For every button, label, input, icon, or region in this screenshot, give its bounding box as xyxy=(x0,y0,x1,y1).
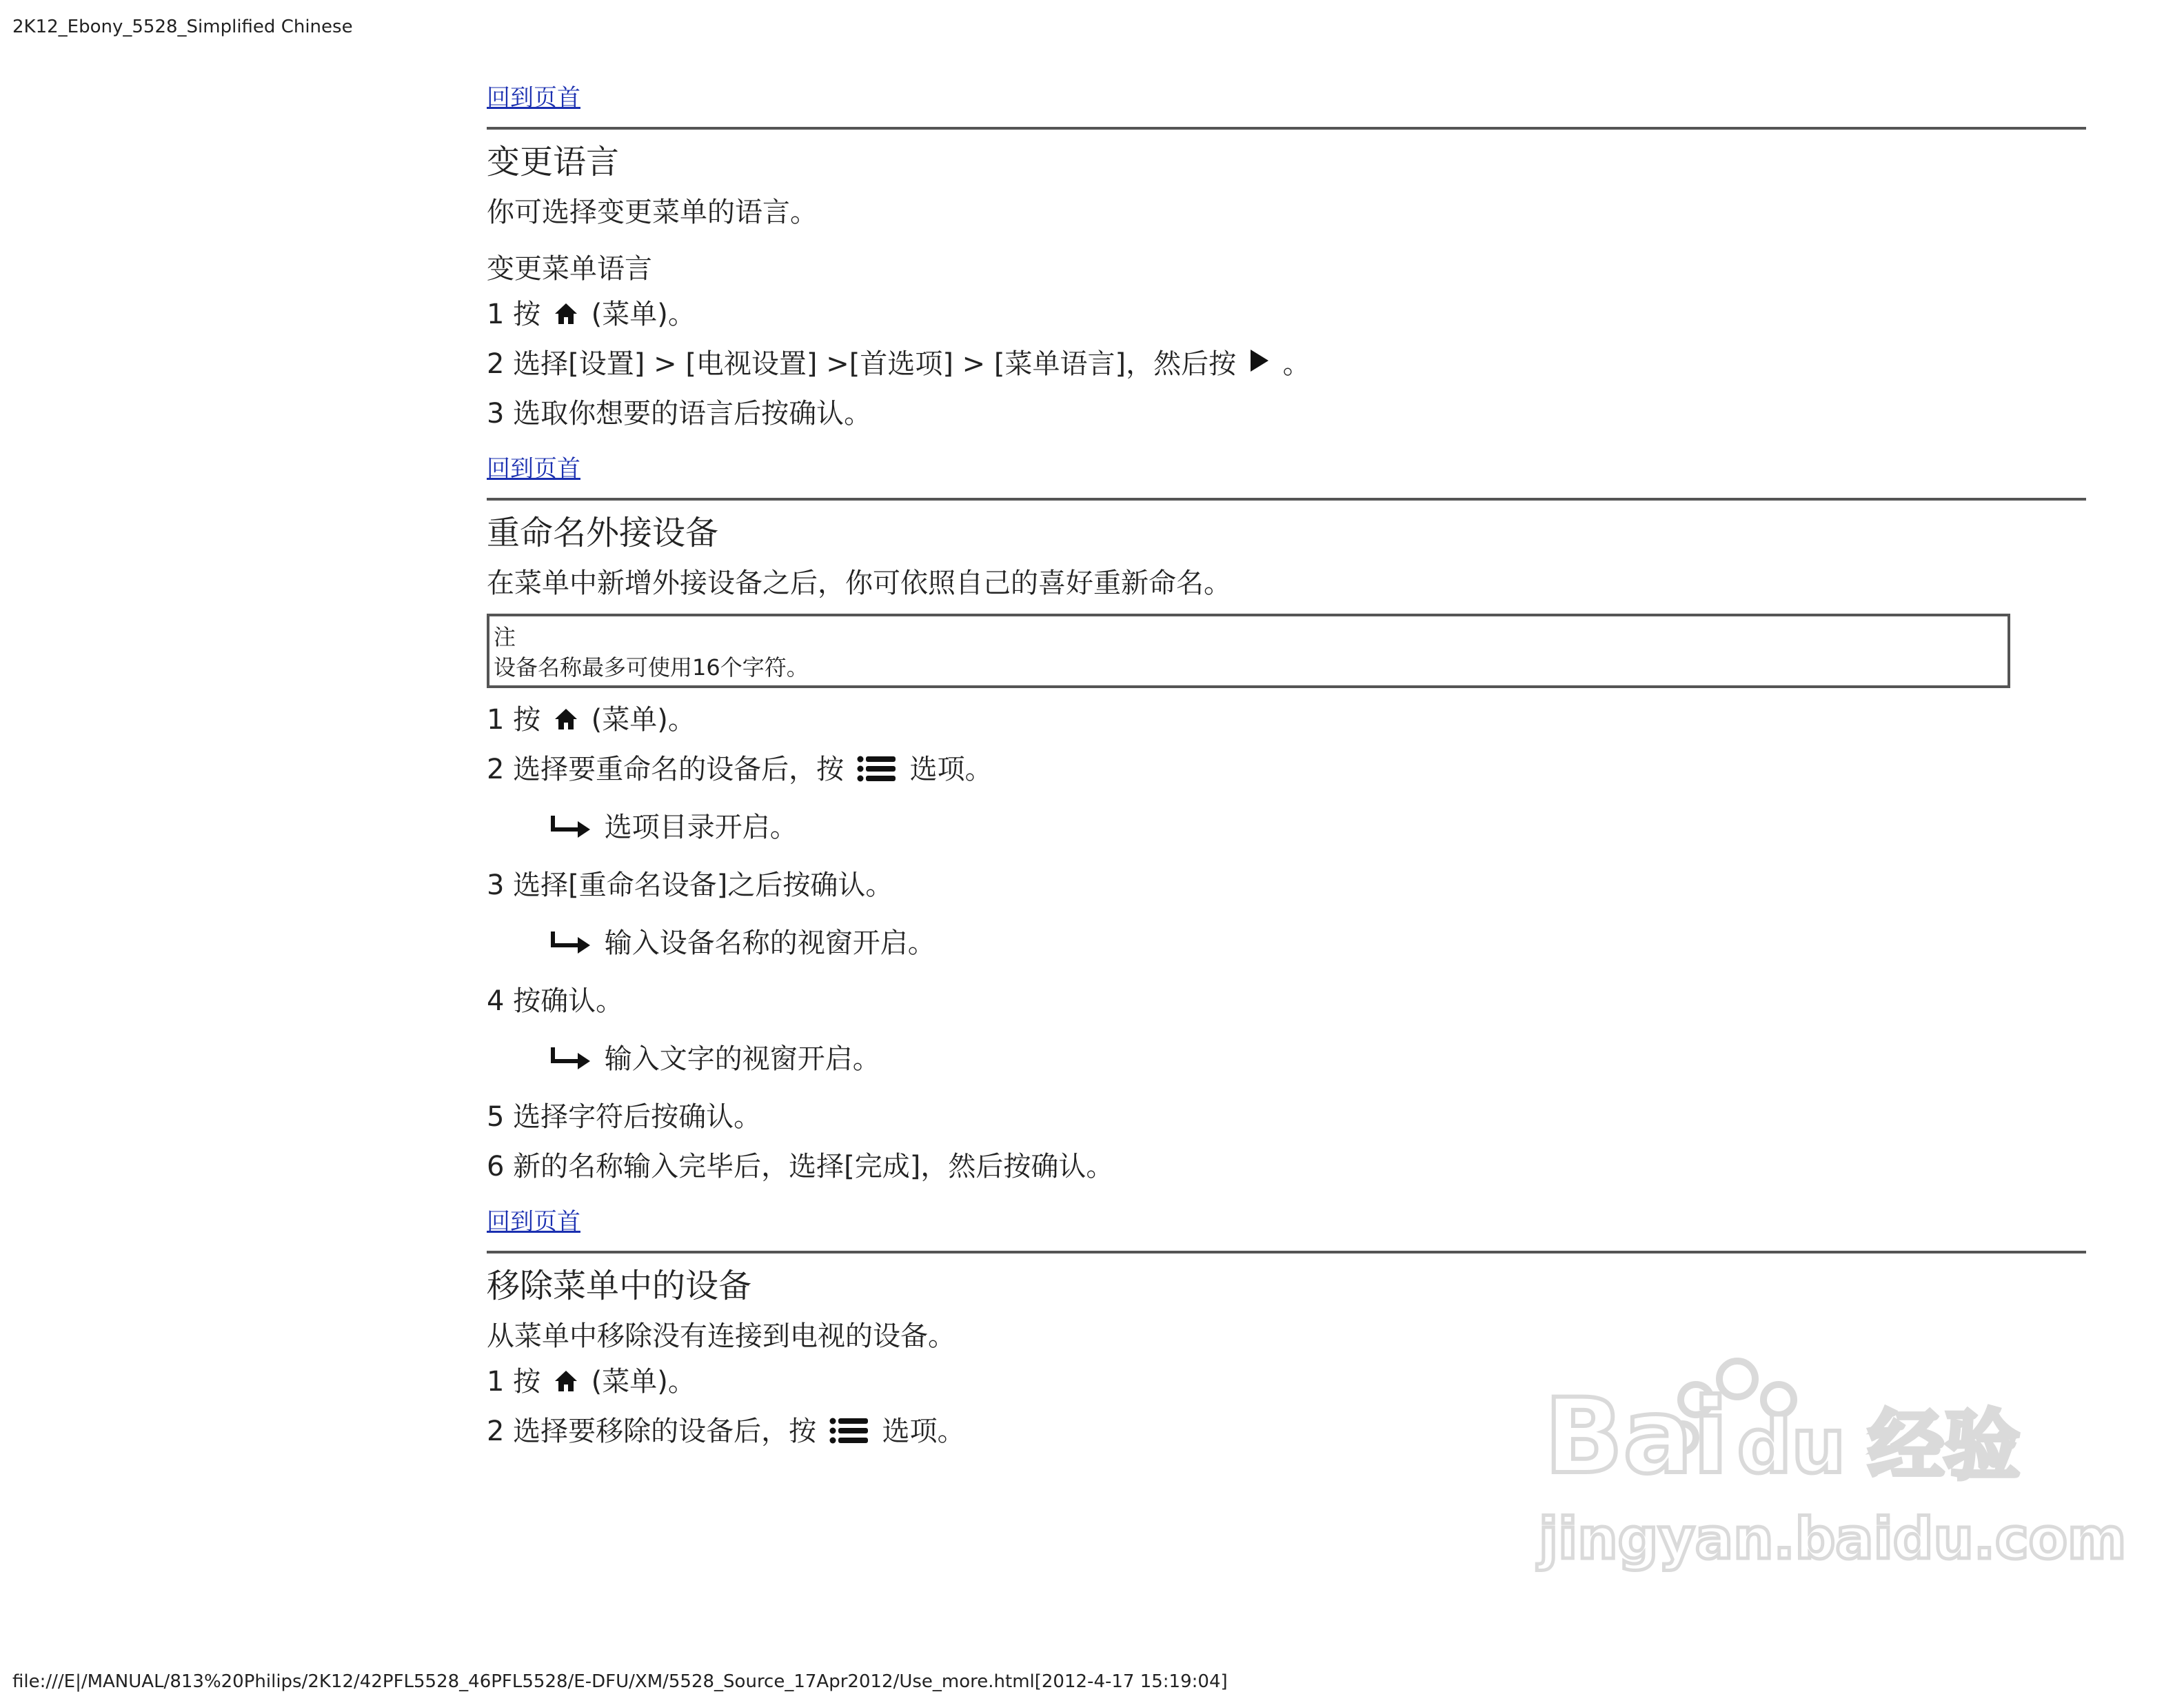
note-box xyxy=(487,614,2010,688)
home-icon xyxy=(554,1369,578,1393)
step-text: 选项。 xyxy=(882,1416,965,1447)
subsection-title: 变更菜单语言 xyxy=(487,253,652,285)
step-text: 1 按 xyxy=(487,1366,541,1398)
step-2 xyxy=(487,745,2086,794)
svg-text:Bai: Bai xyxy=(1544,1377,1728,1497)
result-arrow-icon xyxy=(550,814,592,838)
step-text: 3 选取你想要的语言后按确认。 xyxy=(487,398,872,430)
step-2 xyxy=(487,339,2086,389)
step-text: 1 按 xyxy=(487,704,541,736)
page-footer-url: file:///E|/MANUAL/813%20Philips/2K12/42PFL5528_46PFL5528/E-DFU/XM/5528_Source_17Apr2012/Use_more.html[2012-4-17 15:19:04] xyxy=(12,1671,1228,1692)
step-text: 2 选择要重命名的设备后，按 xyxy=(487,754,845,785)
step-5 xyxy=(487,1092,2086,1142)
note-label: 注 xyxy=(494,624,516,650)
step-text: 6 新的名称输入完毕后，选择[完成]，然后按确认。 xyxy=(487,1151,1114,1182)
baidu-watermark-logo xyxy=(1530,1351,2127,1579)
step-text: 。 xyxy=(1282,348,1311,380)
step-1 xyxy=(487,290,2086,339)
play-right-icon xyxy=(1249,348,1270,373)
step-6 xyxy=(487,1142,2086,1191)
result-text: 输入设备名称的视窗开启。 xyxy=(604,927,936,959)
back-to-top-link[interactable]: 回到页首 xyxy=(487,1208,580,1236)
step-text: 2 选择要移除的设备后，按 xyxy=(487,1416,817,1447)
step-result xyxy=(550,803,2086,852)
step-3 xyxy=(487,860,2086,910)
step-text: (菜单)。 xyxy=(591,704,696,736)
section-intro: 在菜单中新增外接设备之后，你可依照自己的喜好重新命名。 xyxy=(487,567,1231,599)
options-list-icon xyxy=(829,1417,869,1444)
result-arrow-icon xyxy=(550,1046,592,1069)
section-divider xyxy=(487,498,2086,501)
step-1 xyxy=(487,695,2086,745)
step-text: 3 选择[重命名设备]之后按确认。 xyxy=(487,869,893,901)
svg-text:du: du xyxy=(1737,1402,1846,1490)
note-text: 设备名称最多可使用16个字符。 xyxy=(494,654,809,681)
step-result xyxy=(550,918,2086,968)
step-text: 1 按 xyxy=(487,299,541,330)
result-text: 输入文字的视窗开启。 xyxy=(604,1043,880,1075)
step-3 xyxy=(487,389,2086,439)
step-text: 4 按确认。 xyxy=(487,985,624,1017)
section-title: 变更语言 xyxy=(487,143,620,181)
step-text: (菜单)。 xyxy=(591,1366,696,1398)
back-to-top-link[interactable]: 回到页首 xyxy=(487,455,580,483)
options-list-icon xyxy=(857,755,897,783)
step-text: 5 选择字符后按确认。 xyxy=(487,1101,762,1133)
step-4 xyxy=(487,976,2086,1026)
result-text: 选项目录开启。 xyxy=(604,812,798,843)
result-arrow-icon xyxy=(550,930,592,954)
section-divider xyxy=(487,1251,2086,1253)
step-result xyxy=(550,1034,2086,1084)
section-title: 重命名外接设备 xyxy=(487,514,719,552)
step-text: (菜单)。 xyxy=(591,299,696,330)
manual-content xyxy=(487,77,2086,1456)
section-title: 移除菜单中的设备 xyxy=(487,1267,752,1305)
section-divider xyxy=(487,127,2086,130)
back-to-top-link[interactable]: 回到页首 xyxy=(487,84,580,112)
svg-text:经验: 经验 xyxy=(1868,1402,2020,1490)
svg-text:jingyan.baidu.com: jingyan.baidu.com xyxy=(1539,1507,2127,1572)
section-intro: 你可选择变更菜单的语言。 xyxy=(487,197,818,228)
section-intro: 从菜单中移除没有连接到电视的设备。 xyxy=(487,1320,956,1352)
step-text: 2 选择[设置] > [电视设置] >[首选项] > [菜单语言]，然后按 xyxy=(487,348,1237,380)
home-icon xyxy=(554,707,578,731)
page-header-title: 2K12_Ebony_5528_Simplified Chinese xyxy=(12,17,353,37)
step-text: 选项。 xyxy=(909,754,993,785)
home-icon xyxy=(554,302,578,325)
